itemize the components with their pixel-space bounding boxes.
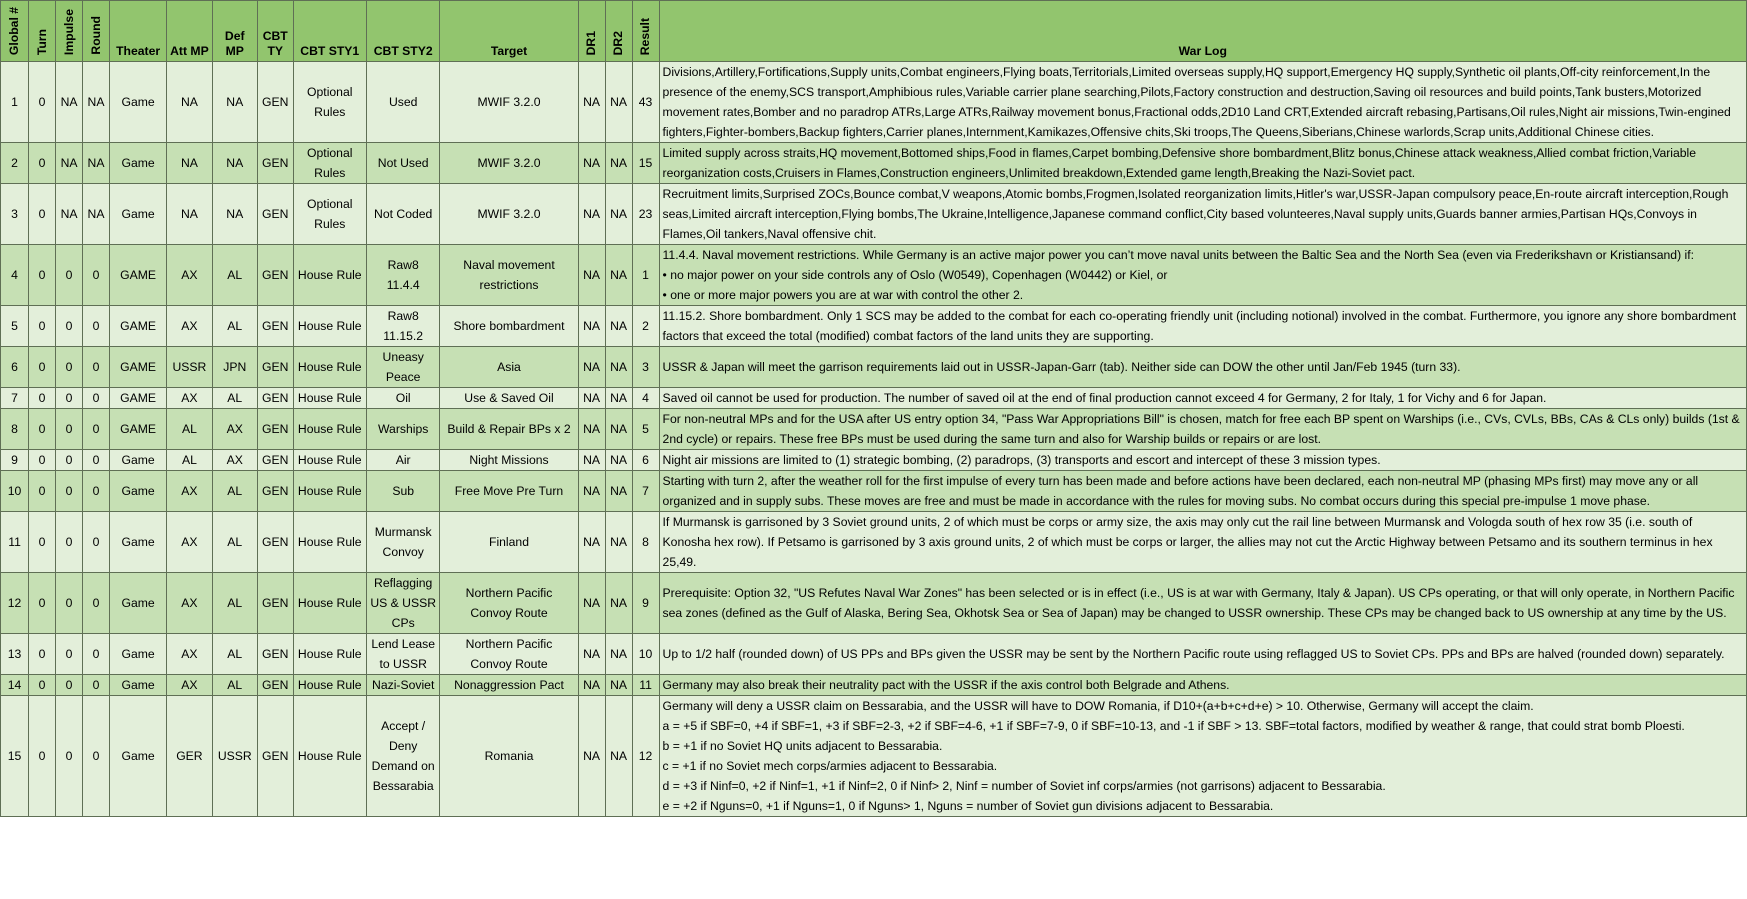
cell-cbt-sty2[interactable]: Raw8 11.4.4	[366, 245, 439, 306]
cell-att-mp[interactable]: AL	[167, 409, 212, 450]
war-log-line: For non-neutral MPs and for the USA after US entry option 34, "Pass War Appropriations Bill" is chosen, match for free each BP spent on Warships (i.e., CVs, CVLs, BBs, CAs & CLs only) builds (1st & 2nd cycle) or repairs. These free BPs must be used during the same turn and also for Warship builds or repairs or are lost.	[662, 412, 1740, 446]
cell-target[interactable]: Northern Pacific Convoy Route	[440, 573, 578, 634]
cell-impulse[interactable]: 0	[56, 388, 83, 409]
cell-target[interactable]: MWIF 3.2.0	[440, 143, 578, 184]
cell-theater[interactable]: GAME	[110, 306, 167, 347]
war-log-line: c = +1 if no Soviet mech corps/armies adjacent to Bessarabia.	[662, 759, 998, 773]
col-header-theater[interactable]: Theater	[110, 1, 167, 62]
cell-dr1[interactable]: NA	[578, 184, 605, 245]
cell-result[interactable]: 10	[632, 634, 659, 675]
cell-def-mp[interactable]: AL	[212, 306, 257, 347]
cell-target[interactable]: Use & Saved Oil	[440, 388, 578, 409]
cell-cbt-sty2[interactable]: Not Used	[366, 143, 439, 184]
cell-war-log[interactable]	[659, 675, 1746, 696]
cell-cbt-sty1[interactable]: Optional Rules	[293, 184, 366, 245]
table-body	[1, 62, 1747, 817]
cell-dr1[interactable]: NA	[578, 62, 605, 143]
col-header-war-log[interactable]: War Log	[659, 1, 1746, 62]
cell-att-mp[interactable]: AX	[167, 634, 212, 675]
cell-def-mp[interactable]: JPN	[212, 347, 257, 388]
cell-turn[interactable]: 0	[29, 62, 56, 143]
war-log-line: Germany may also break their neutrality pact with the USSR if the axis control both Belgrade and Athens.	[662, 678, 1230, 692]
cell-impulse[interactable]: NA	[56, 184, 83, 245]
cell-result[interactable]: 43	[632, 62, 659, 143]
cell-dr1[interactable]: NA	[578, 306, 605, 347]
cell-impulse[interactable]: 0	[56, 347, 83, 388]
cell-turn[interactable]: 0	[29, 409, 56, 450]
cell-dr2[interactable]: NA	[605, 573, 632, 634]
cell-dr1[interactable]: NA	[578, 347, 605, 388]
cell-impulse[interactable]: 0	[56, 675, 83, 696]
cell-cbt-ty[interactable]: GEN	[257, 696, 293, 817]
war-log-line: Up to 1/2 half (rounded down) of US PPs and BPs given the USSR may be sent by the Northern Pacific route using reflagged US to Soviet CPs. PPs and BPs are halved (rounded down) separately.	[662, 647, 1725, 661]
cell-war-log[interactable]	[659, 634, 1746, 675]
war-log-line: Night air missions are limited to (1) strategic bombing, (2) paradrops, (3) transports and escort and intercept of these 3 mission types.	[662, 453, 1381, 467]
cell-turn[interactable]: 0	[29, 184, 56, 245]
cell-dr2[interactable]: NA	[605, 388, 632, 409]
cell-dr2[interactable]: NA	[605, 634, 632, 675]
cell-global[interactable]: 1	[1, 62, 29, 143]
cell-turn[interactable]: 0	[29, 573, 56, 634]
col-header-cbt-ty[interactable]: CBT TY	[257, 1, 293, 62]
table-row	[1, 388, 1747, 409]
cell-war-log[interactable]	[659, 388, 1746, 409]
cell-impulse[interactable]: NA	[56, 62, 83, 143]
cell-war-log[interactable]	[659, 143, 1746, 184]
cell-theater[interactable]: Game	[110, 634, 167, 675]
cell-def-mp[interactable]: USSR	[212, 696, 257, 817]
cell-result[interactable]: 4	[632, 388, 659, 409]
cell-target[interactable]: Northern Pacific Convoy Route	[440, 634, 578, 675]
cell-att-mp[interactable]: USSR	[167, 347, 212, 388]
cell-global[interactable]: 6	[1, 347, 29, 388]
cell-global[interactable]: 15	[1, 696, 29, 817]
cell-theater[interactable]: Game	[110, 675, 167, 696]
cell-dr1[interactable]: NA	[578, 634, 605, 675]
table-row	[1, 573, 1747, 634]
cell-war-log[interactable]	[659, 512, 1746, 573]
cell-target[interactable]: Shore bombardment	[440, 306, 578, 347]
cell-theater[interactable]: GAME	[110, 347, 167, 388]
col-header-cbt-sty1[interactable]: CBT STY1	[293, 1, 366, 62]
cell-war-log[interactable]	[659, 696, 1746, 817]
cell-cbt-sty2[interactable]: Warships	[366, 409, 439, 450]
cell-def-mp[interactable]: AX	[212, 409, 257, 450]
war-log-line: Recruitment limits,Surprised ZOCs,Bounce combat,V weapons,Atomic bombs,Frogmen,Isolated reorganization limits,Hitler's war,USSR-Japan compulsory peace,En-route aircraft interception,Rough seas,Limited aircraft interception,Flying bombs,The Ukraine,Intelligence,Japanese command conflict,City based volunteeres,Naval supply units,Guards banner armies,Partisan HQs,Convoys in Flames,Oil tankers,Naval offensive chit.	[662, 187, 1729, 241]
cell-cbt-ty[interactable]: GEN	[257, 409, 293, 450]
cell-target[interactable]: Finland	[440, 512, 578, 573]
cell-theater[interactable]: Game	[110, 184, 167, 245]
cell-theater[interactable]: Game	[110, 512, 167, 573]
cell-att-mp[interactable]: AX	[167, 675, 212, 696]
table-row	[1, 184, 1747, 245]
col-header-def-mp[interactable]: Def MP	[212, 1, 257, 62]
cell-impulse[interactable]: 0	[56, 409, 83, 450]
cell-cbt-sty2[interactable]: Oil	[366, 388, 439, 409]
cell-theater[interactable]: Game	[110, 62, 167, 143]
war-log-line: a = +5 if SBF=0, +4 if SBF=1, +3 if SBF=2-3, +2 if SBF=4-6, +1 if SBF=7-9, 0 if SBF=10-13, and -1 if SBF > 13. SBF=total factors, modified by weather & range, that could strat bomb Ploesti.	[662, 719, 1685, 733]
cell-round[interactable]: NA	[83, 143, 110, 184]
cell-result[interactable]: 23	[632, 184, 659, 245]
cell-round[interactable]: 0	[83, 409, 110, 450]
cell-impulse[interactable]: 0	[56, 573, 83, 634]
cell-att-mp[interactable]: NA	[167, 62, 212, 143]
cell-def-mp[interactable]: AL	[212, 245, 257, 306]
cell-att-mp[interactable]: NA	[167, 143, 212, 184]
table-row	[1, 450, 1747, 471]
cell-att-mp[interactable]: AX	[167, 245, 212, 306]
cell-cbt-sty1[interactable]: House Rule	[293, 471, 366, 512]
cell-result[interactable]: 15	[632, 143, 659, 184]
cell-round[interactable]: 0	[83, 675, 110, 696]
col-header-global[interactable]: Global #	[1, 1, 29, 62]
cell-def-mp[interactable]: NA	[212, 184, 257, 245]
cell-att-mp[interactable]: AL	[167, 450, 212, 471]
war-log-line: 11.4.4. Naval movement restrictions. While Germany is an active major power you can’t move naval units between the Baltic Sea and the North Sea (even via Frederikshavn or Kristiansand) if:	[662, 248, 1695, 262]
table-row	[1, 62, 1747, 143]
cell-dr1[interactable]: NA	[578, 450, 605, 471]
cell-turn[interactable]: 0	[29, 634, 56, 675]
cell-dr1[interactable]: NA	[578, 573, 605, 634]
cell-cbt-sty1[interactable]: House Rule	[293, 573, 366, 634]
cell-dr1[interactable]: NA	[578, 675, 605, 696]
cell-dr2[interactable]: NA	[605, 696, 632, 817]
cell-target[interactable]: MWIF 3.2.0	[440, 184, 578, 245]
war-log-line: d = +3 if Ninf=0, +2 if Ninf=1, +1 if Ninf=2, 0 if Ninf> 2, Ninf = number of Soviet inf corps/armies (not garrisons) adjacent to Bessarabia.	[662, 779, 1386, 793]
cell-cbt-sty1[interactable]: Optional Rules	[293, 62, 366, 143]
cell-cbt-ty[interactable]: GEN	[257, 62, 293, 143]
cell-target[interactable]: Romania	[440, 696, 578, 817]
cell-impulse[interactable]: 0	[56, 450, 83, 471]
cell-impulse[interactable]: 0	[56, 306, 83, 347]
cell-round[interactable]: 0	[83, 388, 110, 409]
war-log-line: Divisions,Artillery,Fortifications,Supply units,Combat engineers,Flying boats,Territorials,Limited overseas supply,HQ support,Emergency HQ supply,Synthetic oil plants,Off-city reinforcement,In the presence of the enemy,SCS transport,Amphibious rules,Variable carrier plane searching,Pilots,Factory construction and destruction,Saving oil resources and build points,Tank busters,Motorized movement rates,Bomber and no paradrop ATRs,Large ATRs,Railway movement bonus,Fractional odds,2D10 Land CRT,Extended aircraft rebasing,Partisans,Oil rules,Night air missions,Twin-engined fighters,Fighter-bombers,Backup fighters,Carrier planes,Internment,Kamikazes,Offensive chits,Ski troops,The Queens,Siberians,Chinese warlords,Scrap units,Additional Chinese cities.	[662, 65, 1731, 139]
header-row	[1, 1, 1747, 62]
cell-theater[interactable]: GAME	[110, 245, 167, 306]
war-log-line: • one or more major powers you are at war with control the other 2.	[662, 288, 1024, 302]
cell-global[interactable]: 3	[1, 184, 29, 245]
war-log-line: Limited supply across straits,HQ movement,Bottomed ships,Food in flames,Carpet bombing,Defensive shore bombardment,Blitz bonus,Chinese attack weakness,Allied combat friction,Variable reorganization costs,Cruisers in Flames,Construction engineers,Unlimited breakdown,Extended game length,Breaking the Nazi-Soviet pact.	[662, 146, 1697, 180]
cell-cbt-sty1[interactable]: House Rule	[293, 512, 366, 573]
cell-dr2[interactable]: NA	[605, 245, 632, 306]
war-log-line: 11.15.2. Shore bombardment. Only 1 SCS may be added to the combat for each co-operating friendly unit (including notional) involved in the combat. Furthermore, you ignore any shore bombardment factors that exceed the total (modified) combat factors of the land units they are supporting.	[662, 309, 1737, 343]
table-row	[1, 306, 1747, 347]
war-log-line: Prerequisite: Option 32, "US Refutes Naval War Zones" has been selected or is in effect (i.e., US is at war with Germany, Italy & Japan). US CPs operating, or that will only operate, in Northern Pacific sea zones (defined as the Gulf of Alaska, Bering Sea, Okhotsk Sea or Sea of Japan) may be changed to USSR ownership. These CPs may be changed back to US ownership at any time by the US.	[662, 586, 1735, 620]
cell-result[interactable]: 8	[632, 512, 659, 573]
cell-global[interactable]: 10	[1, 471, 29, 512]
cell-att-mp[interactable]: AX	[167, 512, 212, 573]
cell-impulse[interactable]: 0	[56, 634, 83, 675]
cell-war-log[interactable]	[659, 409, 1746, 450]
war-log-line: If Murmansk is garrisoned by 3 Soviet ground units, 2 of which must be corps or army size, the axis may only cut the rail line between Murmansk and Vologda south of hex row 35 (i.e. south of Konosha hex row). If Petsamo is garrisoned by 3 axis ground units, 2 of which must be corps or larger, the allies may not cut the Arctic Highway between Petsamo and its southern terminus in hex 25,49.	[662, 515, 1713, 569]
cell-def-mp[interactable]: AL	[212, 675, 257, 696]
cell-def-mp[interactable]: NA	[212, 62, 257, 143]
table-row	[1, 634, 1747, 675]
cell-turn[interactable]: 0	[29, 512, 56, 573]
cell-target[interactable]: Naval movement restrictions	[440, 245, 578, 306]
war-log-line: Saved oil cannot be used for production. The number of saved oil at the end of final production cannot exceed 4 for Germany, 2 for Italy, 1 for Vichy and 6 for Japan.	[662, 391, 1547, 405]
cell-global[interactable]: 12	[1, 573, 29, 634]
table-row	[1, 696, 1747, 817]
cell-war-log[interactable]	[659, 573, 1746, 634]
cell-result[interactable]: 11	[632, 675, 659, 696]
cell-dr2[interactable]: NA	[605, 409, 632, 450]
cell-def-mp[interactable]: AL	[212, 471, 257, 512]
cell-dr1[interactable]: NA	[578, 512, 605, 573]
cell-cbt-ty[interactable]: GEN	[257, 347, 293, 388]
table-row	[1, 409, 1747, 450]
cell-cbt-sty2[interactable]: Accept / Deny Demand on Bessarabia	[366, 696, 439, 817]
cell-theater[interactable]: GAME	[110, 388, 167, 409]
cell-dr2[interactable]: NA	[605, 471, 632, 512]
war-log-line: e = +2 if Nguns=0, +1 if Nguns=1, 0 if Nguns> 1, Nguns = number of Soviet gun divisions adjacent to Bessarabia.	[662, 799, 1274, 813]
cell-dr2[interactable]: NA	[605, 184, 632, 245]
cell-round[interactable]: NA	[83, 184, 110, 245]
cell-turn[interactable]: 0	[29, 245, 56, 306]
cell-cbt-ty[interactable]: GEN	[257, 143, 293, 184]
cell-turn[interactable]: 0	[29, 696, 56, 817]
cell-war-log[interactable]	[659, 306, 1746, 347]
cell-att-mp[interactable]: AX	[167, 573, 212, 634]
war-log-line: Starting with turn 2, after the weather roll for the first impulse of every turn has been made and before actions have been declared, each non-neutral MP (phasing MPs first) may move any or all organized and in supply subs. These moves are free and must be made in accordance with the rules for moving subs. No combat occurs during this special pre-impulse 1 move phase.	[662, 474, 1699, 508]
cell-dr1[interactable]: NA	[578, 388, 605, 409]
cell-impulse[interactable]: 0	[56, 245, 83, 306]
cell-cbt-ty[interactable]: GEN	[257, 512, 293, 573]
cell-cbt-ty[interactable]: GEN	[257, 573, 293, 634]
cell-cbt-sty1[interactable]: House Rule	[293, 306, 366, 347]
cell-turn[interactable]: 0	[29, 450, 56, 471]
cell-result[interactable]: 12	[632, 696, 659, 817]
cell-cbt-ty[interactable]: GEN	[257, 471, 293, 512]
cell-round[interactable]: 0	[83, 306, 110, 347]
cell-cbt-sty1[interactable]: House Rule	[293, 675, 366, 696]
cell-cbt-sty1[interactable]: House Rule	[293, 347, 366, 388]
cell-war-log[interactable]	[659, 184, 1746, 245]
cell-cbt-ty[interactable]: GEN	[257, 634, 293, 675]
cell-global[interactable]: 8	[1, 409, 29, 450]
cell-cbt-sty1[interactable]: House Rule	[293, 409, 366, 450]
cell-att-mp[interactable]: GER	[167, 696, 212, 817]
cell-cbt-ty[interactable]: GEN	[257, 245, 293, 306]
cell-result[interactable]: 5	[632, 409, 659, 450]
war-log-line: USSR & Japan will meet the garrison requirements laid out in USSR-Japan-Garr (tab). Neither side can DOW the other until Jan/Feb 1945 (turn 33).	[662, 360, 1461, 374]
cell-dr2[interactable]: NA	[605, 143, 632, 184]
cell-round[interactable]: 0	[83, 634, 110, 675]
cell-result[interactable]: 3	[632, 347, 659, 388]
cell-turn[interactable]: 0	[29, 306, 56, 347]
table-row	[1, 143, 1747, 184]
cell-def-mp[interactable]: AL	[212, 634, 257, 675]
cell-theater[interactable]: Game	[110, 143, 167, 184]
cell-cbt-sty2[interactable]: Nazi-Soviet	[366, 675, 439, 696]
cell-impulse[interactable]: 0	[56, 512, 83, 573]
cell-result[interactable]: 7	[632, 471, 659, 512]
cell-dr2[interactable]: NA	[605, 450, 632, 471]
cell-impulse[interactable]: 0	[56, 471, 83, 512]
cell-cbt-sty2[interactable]: Used	[366, 62, 439, 143]
cell-global[interactable]: 2	[1, 143, 29, 184]
cell-global[interactable]: 5	[1, 306, 29, 347]
cell-round[interactable]: 0	[83, 450, 110, 471]
cell-cbt-sty2[interactable]: Raw8 11.15.2	[366, 306, 439, 347]
cell-cbt-sty1[interactable]: House Rule	[293, 696, 366, 817]
cell-cbt-sty1[interactable]: House Rule	[293, 450, 366, 471]
table-row	[1, 675, 1747, 696]
col-header-cbt-sty2[interactable]: CBT STY2	[366, 1, 439, 62]
cell-global[interactable]: 9	[1, 450, 29, 471]
cell-war-log[interactable]	[659, 245, 1746, 306]
cell-theater[interactable]: Game	[110, 696, 167, 817]
cell-dr2[interactable]: NA	[605, 512, 632, 573]
cell-att-mp[interactable]: AX	[167, 388, 212, 409]
col-header-dr1[interactable]: DR1	[578, 1, 605, 62]
cell-war-log[interactable]	[659, 450, 1746, 471]
cell-target[interactable]: MWIF 3.2.0	[440, 62, 578, 143]
cell-cbt-ty[interactable]: GEN	[257, 450, 293, 471]
war-log-line: Germany will deny a USSR claim on Bessarabia, and the USSR will have to DOW Romania, if D10+(a+b+c+d+e) > 10. Otherwise, Germany will accept the claim.	[662, 699, 1534, 713]
col-header-impulse[interactable]: Impulse	[56, 1, 83, 62]
cell-dr1[interactable]: NA	[578, 245, 605, 306]
col-header-result[interactable]: Result	[632, 1, 659, 62]
cell-round[interactable]: 0	[83, 347, 110, 388]
cell-theater[interactable]: GAME	[110, 409, 167, 450]
cell-turn[interactable]: 0	[29, 347, 56, 388]
cell-impulse[interactable]: 0	[56, 696, 83, 817]
col-header-turn[interactable]: Turn	[29, 1, 56, 62]
cell-turn[interactable]: 0	[29, 143, 56, 184]
cell-cbt-sty1[interactable]: Optional Rules	[293, 143, 366, 184]
cell-target[interactable]: Asia	[440, 347, 578, 388]
cell-theater[interactable]: Game	[110, 471, 167, 512]
cell-target[interactable]: Build & Repair BPs x 2	[440, 409, 578, 450]
cell-att-mp[interactable]: AX	[167, 306, 212, 347]
cell-round[interactable]: 0	[83, 696, 110, 817]
col-header-dr2[interactable]: DR2	[605, 1, 632, 62]
cell-att-mp[interactable]: AX	[167, 471, 212, 512]
cell-dr2[interactable]: NA	[605, 62, 632, 143]
cell-global[interactable]: 11	[1, 512, 29, 573]
cell-def-mp[interactable]: NA	[212, 143, 257, 184]
cell-cbt-sty2[interactable]: Lend Lease to USSR	[366, 634, 439, 675]
cell-round[interactable]: 0	[83, 245, 110, 306]
cell-round[interactable]: 0	[83, 471, 110, 512]
cell-round[interactable]: 0	[83, 573, 110, 634]
cell-def-mp[interactable]: AX	[212, 450, 257, 471]
war-log-line: b = +1 if no Soviet HQ units adjacent to Bessarabia.	[662, 739, 943, 753]
cell-dr1[interactable]: NA	[578, 696, 605, 817]
cell-dr2[interactable]: NA	[605, 306, 632, 347]
cell-round[interactable]: 0	[83, 512, 110, 573]
cell-target[interactable]: Free Move Pre Turn	[440, 471, 578, 512]
cell-cbt-sty1[interactable]: House Rule	[293, 634, 366, 675]
cell-turn[interactable]: 0	[29, 471, 56, 512]
table-row	[1, 512, 1747, 573]
cell-cbt-sty2[interactable]: Uneasy Peace	[366, 347, 439, 388]
cell-dr1[interactable]: NA	[578, 409, 605, 450]
cell-theater[interactable]: Game	[110, 573, 167, 634]
table-row	[1, 245, 1747, 306]
cell-cbt-sty1[interactable]: House Rule	[293, 388, 366, 409]
cell-theater[interactable]: Game	[110, 450, 167, 471]
col-header-att-mp[interactable]: Att MP	[167, 1, 212, 62]
table-row	[1, 347, 1747, 388]
cell-turn[interactable]: 0	[29, 388, 56, 409]
cell-global[interactable]: 13	[1, 634, 29, 675]
cell-global[interactable]: 7	[1, 388, 29, 409]
cell-dr1[interactable]: NA	[578, 143, 605, 184]
war-log-line: • no major power on your side controls any of Oslo (W0549), Copenhagen (W0442) or Kiel, or	[662, 268, 1168, 282]
cell-cbt-sty2[interactable]: Not Coded	[366, 184, 439, 245]
cell-war-log[interactable]	[659, 62, 1746, 143]
cell-cbt-ty[interactable]: GEN	[257, 306, 293, 347]
cell-def-mp[interactable]: AL	[212, 573, 257, 634]
cell-result[interactable]: 9	[632, 573, 659, 634]
cell-cbt-ty[interactable]: GEN	[257, 184, 293, 245]
col-header-round[interactable]: Round	[83, 1, 110, 62]
cell-impulse[interactable]: NA	[56, 143, 83, 184]
cell-cbt-ty[interactable]: GEN	[257, 388, 293, 409]
col-header-target[interactable]: Target	[440, 1, 578, 62]
cell-result[interactable]: 2	[632, 306, 659, 347]
cell-dr2[interactable]: NA	[605, 347, 632, 388]
cell-cbt-sty2[interactable]: Reflagging US & USSR CPs	[366, 573, 439, 634]
cell-def-mp[interactable]: AL	[212, 388, 257, 409]
cell-round[interactable]: NA	[83, 62, 110, 143]
cell-def-mp[interactable]: AL	[212, 512, 257, 573]
table-row	[1, 471, 1747, 512]
cell-target[interactable]: Night Missions	[440, 450, 578, 471]
cell-cbt-ty[interactable]: GEN	[257, 675, 293, 696]
cell-global[interactable]: 14	[1, 675, 29, 696]
cell-turn[interactable]: 0	[29, 675, 56, 696]
cell-dr1[interactable]: NA	[578, 471, 605, 512]
cell-cbt-sty2[interactable]: Sub	[366, 471, 439, 512]
cell-war-log[interactable]	[659, 347, 1746, 388]
cell-cbt-sty2[interactable]: Murmansk Convoy	[366, 512, 439, 573]
cell-target[interactable]: Nonaggression Pact	[440, 675, 578, 696]
cell-global[interactable]: 4	[1, 245, 29, 306]
cell-dr2[interactable]: NA	[605, 675, 632, 696]
cell-cbt-sty2[interactable]: Air	[366, 450, 439, 471]
cell-result[interactable]: 6	[632, 450, 659, 471]
cell-cbt-sty1[interactable]: House Rule	[293, 245, 366, 306]
cell-result[interactable]: 1	[632, 245, 659, 306]
cell-att-mp[interactable]: NA	[167, 184, 212, 245]
cell-war-log[interactable]	[659, 471, 1746, 512]
